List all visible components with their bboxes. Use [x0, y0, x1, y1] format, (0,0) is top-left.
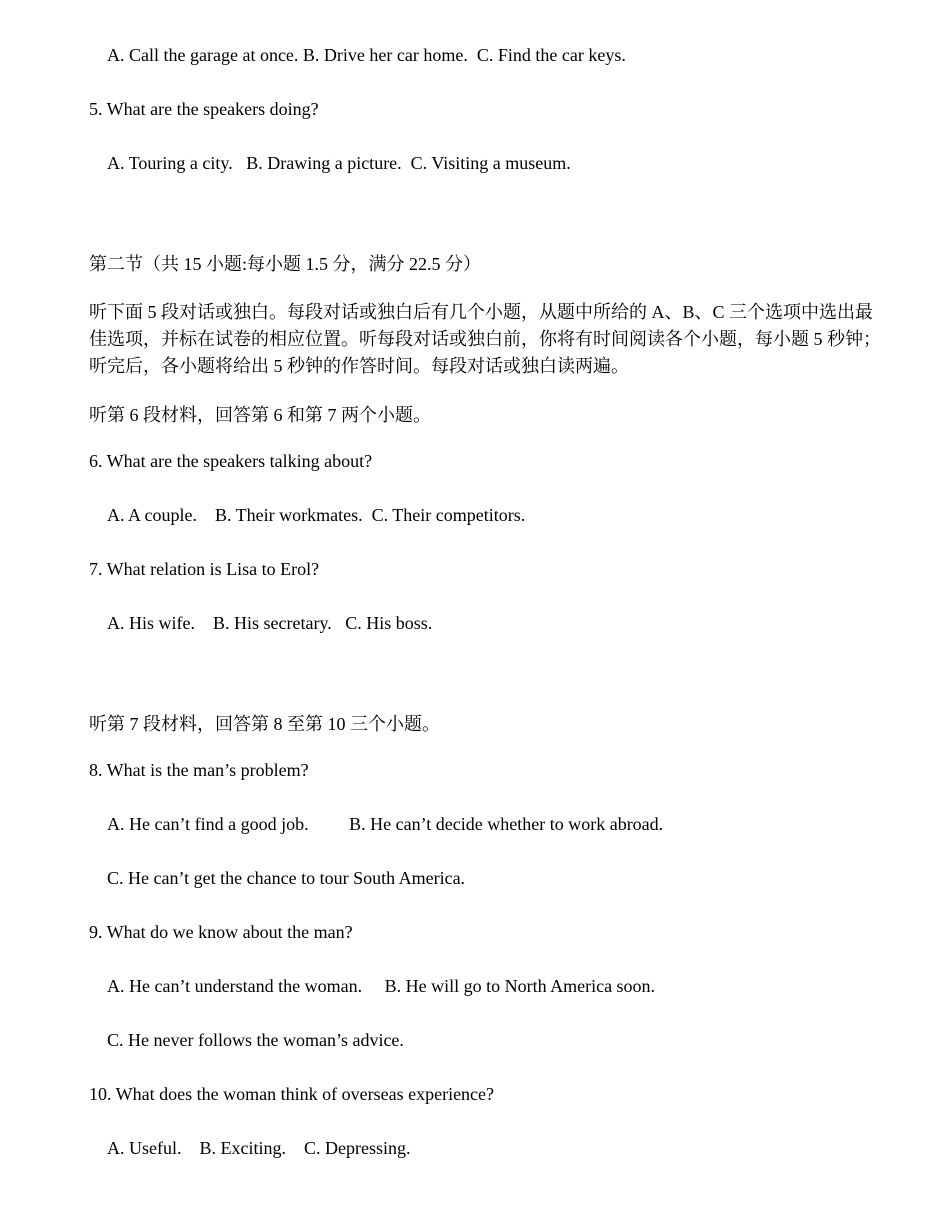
- instruction-line-3: 听完后，各小题将给出 5 秒钟的作答时间。每段对话或独白读两遍。: [89, 356, 629, 376]
- section2-heading: 第二节（共 15 小题:每小题 1.5 分，满分 22.5 分）: [89, 254, 481, 274]
- q6-question: 6. What are the speakers talking about?: [89, 451, 373, 471]
- instruction-line-2: 佳选项，并标在试卷的相应位置。听每段对话或独白前，你将有时间阅读各个小题，每小题 5 秒钟；: [89, 329, 881, 349]
- q9-question: 9. What do we know about the man?: [89, 922, 353, 942]
- q7-options: A. His wife. B. His secretary. C. His boss.: [107, 613, 433, 633]
- q10-question: 10. What does the woman think of overseas experience?: [89, 1084, 495, 1104]
- q5-options: A. Touring a city. B. Drawing a picture. C. Visiting a museum.: [107, 153, 571, 173]
- q8-options-ab: A. He can’t find a good job. B. He can’t decide whether to work abroad.: [107, 814, 664, 834]
- q4-options: A. Call the garage at once. B. Drive her car home. C. Find the car keys.: [107, 45, 626, 65]
- q6-options: A. A couple. B. Their workmates. C. Their competitors.: [107, 505, 526, 525]
- q8-question: 8. What is the man’s problem?: [89, 760, 309, 780]
- q8-option-c: C. He can’t get the chance to tour South America.: [107, 868, 466, 888]
- q5-question: 5. What are the speakers doing?: [89, 99, 319, 119]
- instruction-line-1: 听下面 5 段对话或独白。每段对话或独白后有几个小题，从题中所给的 A、B、C 三个选项中选出最: [89, 302, 874, 322]
- q9-option-c: C. He never follows the woman’s advice.: [107, 1030, 404, 1050]
- q9-options-ab: A. He can’t understand the woman. B. He will go to North America soon.: [107, 976, 656, 996]
- material7-intro: 听第 7 段材料，回答第 8 至第 10 三个小题。: [89, 714, 440, 734]
- q10-options: A. Useful. B. Exciting. C. Depressing.: [107, 1138, 411, 1158]
- q7-question: 7. What relation is Lisa to Erol?: [89, 559, 320, 579]
- material6-intro: 听第 6 段材料，回答第 6 和第 7 两个小题。: [89, 405, 431, 425]
- section2-instructions: [89, 299, 909, 380]
